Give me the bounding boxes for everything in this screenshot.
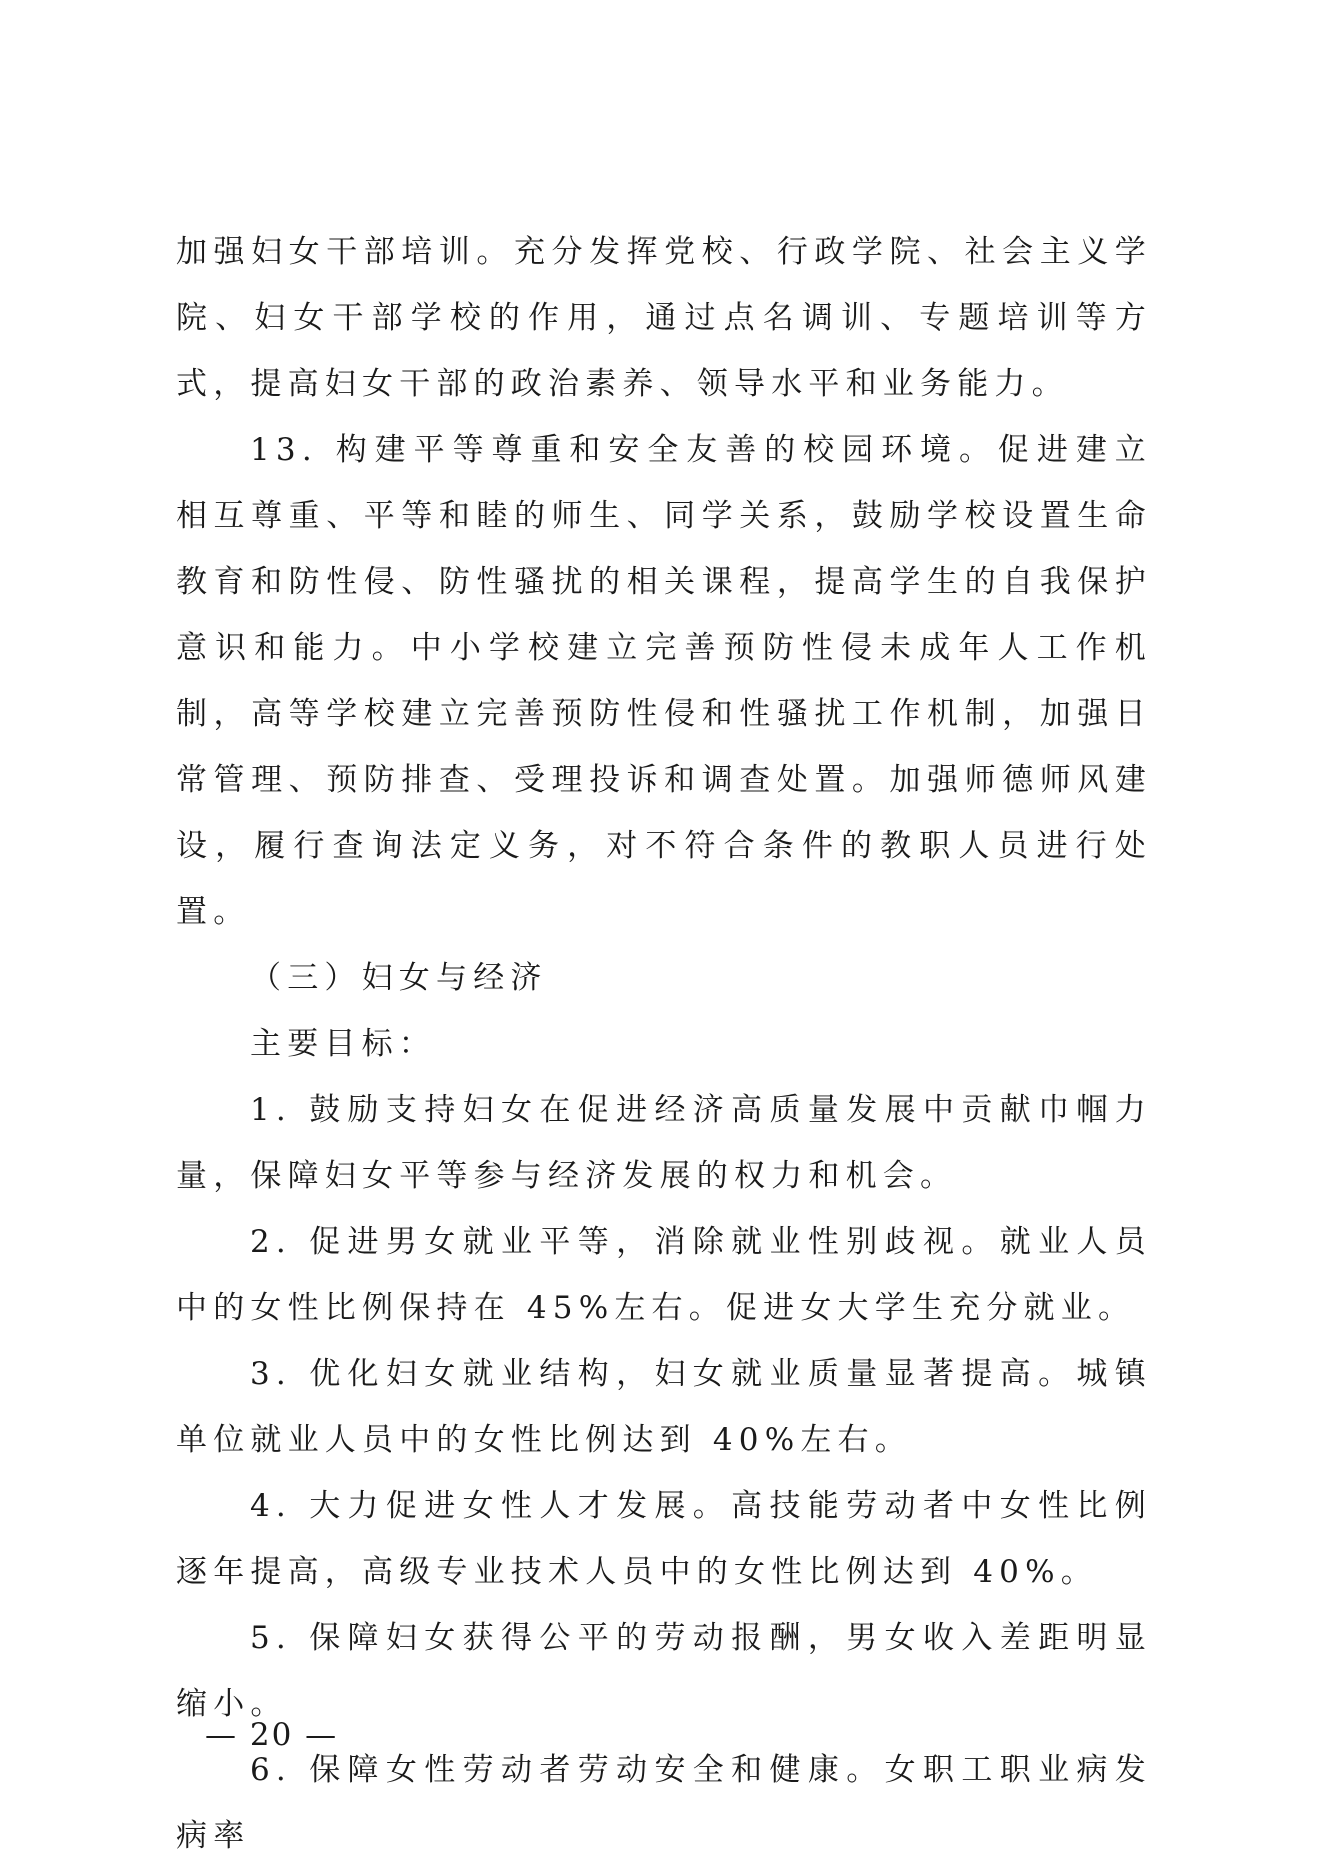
section-heading-women-economy: （三）妇女与经济 xyxy=(250,960,548,996)
goal-item-6: 6. 保障女性劳动者劳动安全和健康。女职工职业病发病率 xyxy=(176,1752,1152,1854)
document-body xyxy=(176,219,1152,1869)
paragraph-cadre-training: 加强妇女干部培训。充分发挥党校、行政学院、社会主义学院、妇女干部学校的作用，通过点名调训、专题培训等方式，提高妇女干部的政治素养、领导水平和业务能力。 xyxy=(176,234,1152,402)
paragraph-campus-environment: 13. 构建平等尊重和安全友善的校园环境。促进建立相互尊重、平等和睦的师生、同学关系，鼓励学校设置生命教育和防性侵、防性骚扰的相关课程，提高学生的自我保护意识和能力。中小学校建立完善预防性侵未成年人工作机制，高等学校建立完善预防性侵和性骚扰工作机制，加强日常管理、预防排查、受理投诉和调查处置。加强师德师风建设，履行查询法定义务，对不符合条件的教职人员进行处置。 xyxy=(176,432,1152,930)
page-number: — 20 — xyxy=(205,1717,339,1753)
goal-item-3: 3. 优化妇女就业结构，妇女就业质量显著提高。城镇单位就业人员中的女性比例达到 40%左右。 xyxy=(176,1356,1152,1458)
subheading-main-goals: 主要目标： xyxy=(250,1026,436,1062)
goal-item-5: 5. 保障妇女获得公平的劳动报酬，男女收入差距明显缩小。 xyxy=(176,1620,1152,1722)
goal-item-4: 4. 大力促进女性人才发展。高技能劳动者中女性比例逐年提高，高级专业技术人员中的女性比例达到 40%。 xyxy=(176,1488,1152,1590)
goal-item-2: 2. 促进男女就业平等，消除就业性别歧视。就业人员中的女性比例保持在 45%左右。促进女大学生充分就业。 xyxy=(176,1224,1152,1326)
goal-item-1: 1. 鼓励支持妇女在促进经济高质量发展中贡献巾帼力量，保障妇女平等参与经济发展的权力和机会。 xyxy=(176,1092,1152,1194)
